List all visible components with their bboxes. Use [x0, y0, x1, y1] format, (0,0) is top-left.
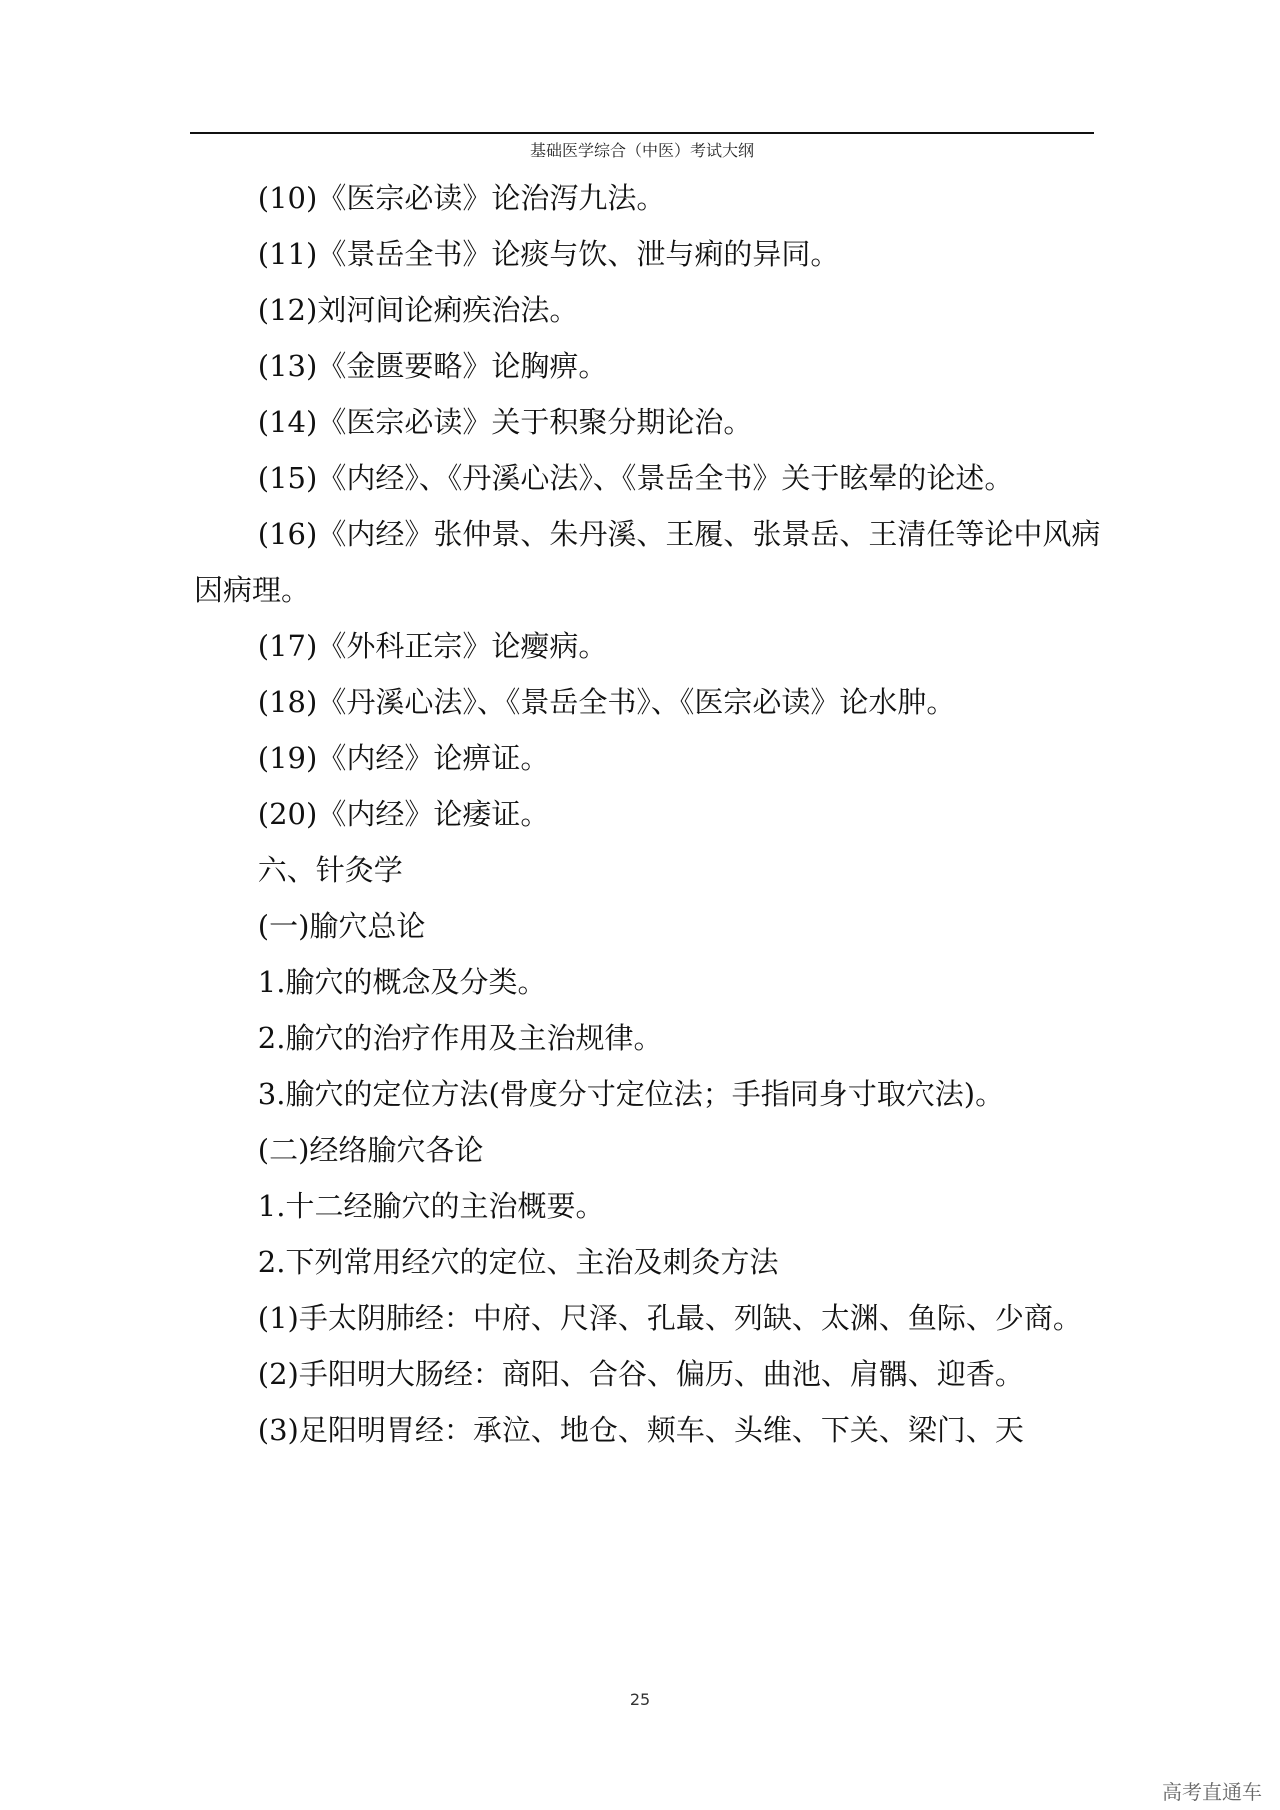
text-line: (10)《医宗必读》论治泻九法。	[257, 181, 666, 215]
section-heading: 六、针灸学	[257, 853, 403, 887]
subsection-heading: (二)经络腧穴各论	[257, 1133, 484, 1167]
document-body	[194, 170, 1124, 1458]
text-line: 2.下列常用经穴的定位、主治及刺灸方法	[257, 1245, 779, 1279]
header-rule	[190, 132, 1094, 134]
text-line: (16)《内经》张仲景、朱丹溪、王履、张景岳、王清任等论中风病因病理。	[194, 517, 1101, 607]
text-line: (1)手太阴肺经：中府、尺泽、孔最、列缺、太渊、鱼际、少商。	[257, 1301, 1082, 1335]
text-line: 3.腧穴的定位方法(骨度分寸定位法；手指同身寸取穴法)。	[257, 1077, 1005, 1111]
text-line: (17)《外科正宗》论瘿病。	[257, 629, 608, 663]
page-header-title: 基础医学综合（中医）考试大纲	[529, 141, 754, 160]
page-number: 25	[629, 1690, 651, 1709]
text-line: (2)手阳明大肠经：商阳、合谷、偏历、曲池、肩髃、迎香。	[257, 1357, 1024, 1391]
text-line: (20)《内经》论痿证。	[257, 797, 550, 831]
text-line: (18)《丹溪心法》、《景岳全书》、《医宗必读》论水肿。	[257, 685, 956, 719]
text-line: 1.腧穴的概念及分类。	[257, 965, 547, 999]
text-line: (13)《金匮要略》论胸痹。	[257, 349, 608, 383]
text-line: (11)《景岳全书》论痰与饮、泄与痢的异同。	[257, 237, 840, 271]
watermark: 高考直通车	[1162, 1780, 1262, 1804]
subsection-heading: (一)腧穴总论	[257, 909, 426, 943]
text-line: (15)《内经》、《丹溪心法》、《景岳全书》关于眩晕的论述。	[257, 461, 1014, 495]
text-line: (12)刘河间论痢疾治法。	[257, 293, 579, 327]
text-line: (3)足阳明胃经：承泣、地仓、颊车、头维、下关、梁门、天	[257, 1413, 1024, 1447]
text-line: 1.十二经腧穴的主治概要。	[257, 1189, 605, 1223]
text-line: (14)《医宗必读》关于积聚分期论治。	[257, 405, 753, 439]
text-line: 2.腧穴的治疗作用及主治规律。	[257, 1021, 663, 1055]
text-line: (19)《内经》论痹证。	[257, 741, 550, 775]
